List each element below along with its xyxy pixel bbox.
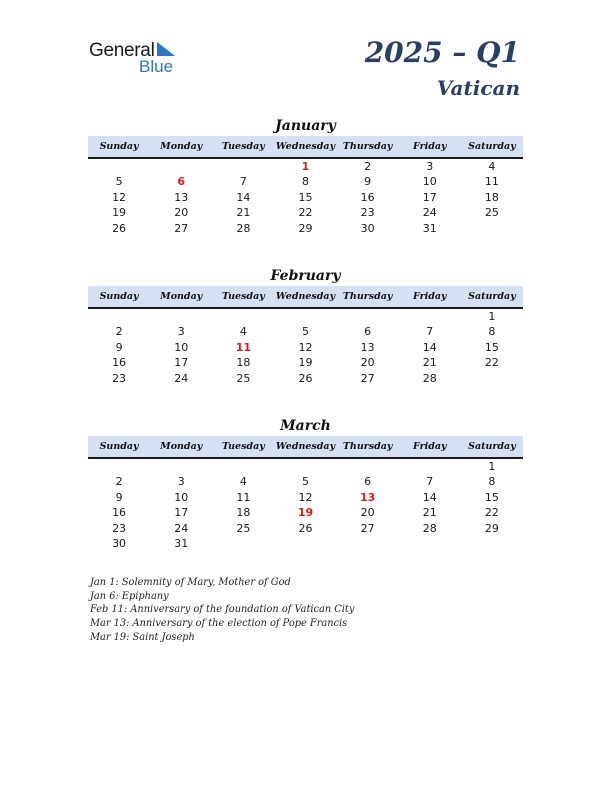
- weekday-header: Wednesday: [275, 441, 336, 452]
- day-cell: 15: [484, 340, 499, 354]
- day-cell: 29: [484, 521, 499, 535]
- day-cell: [337, 309, 399, 324]
- day-cell: 18: [236, 356, 251, 370]
- holiday-note: Feb 11: Anniversary of the foundation of Vatican City: [90, 604, 355, 616]
- day-cell: 14: [422, 490, 437, 504]
- holiday-note: Mar 13: Anniversary of the election of Pope Francis: [90, 618, 348, 630]
- day-cell: 9: [364, 175, 372, 189]
- day-cell: [461, 221, 523, 236]
- weekday-header: Thursday: [342, 291, 393, 302]
- day-cell: 3: [177, 475, 185, 489]
- day-cell: 7: [426, 325, 434, 339]
- day-cell: 30: [360, 221, 375, 235]
- day-cell: [212, 309, 274, 324]
- holiday-day-cell: 11: [235, 340, 251, 354]
- day-cell: [150, 309, 212, 324]
- day-cell: 10: [174, 490, 189, 504]
- day-cell: 9: [115, 490, 123, 504]
- day-cell: [150, 159, 212, 174]
- day-cell: 17: [174, 356, 189, 370]
- week-row: [88, 355, 523, 370]
- day-cell: 24: [422, 206, 437, 220]
- day-cell: 5: [301, 475, 309, 489]
- weekday-header: Sunday: [99, 291, 139, 302]
- weekday-header: Friday: [413, 291, 447, 302]
- day-cell: [88, 309, 150, 324]
- day-cell: 22: [484, 356, 499, 370]
- day-cell: 2: [115, 475, 123, 489]
- day-cell: [399, 309, 461, 324]
- day-cell: 25: [236, 521, 251, 535]
- day-cell: [461, 536, 523, 551]
- weekday-header: Sunday: [99, 441, 139, 452]
- day-cell: 17: [422, 190, 437, 204]
- day-cell: 23: [112, 521, 127, 535]
- day-cell: 27: [360, 371, 375, 385]
- weekday-header-row: [88, 136, 523, 159]
- holiday-day-cell: 1: [301, 160, 310, 173]
- day-cell: 13: [360, 340, 375, 354]
- day-cell: 26: [112, 221, 127, 235]
- weekday-header: Friday: [413, 441, 447, 452]
- week-row: [88, 205, 523, 220]
- weekday-header: Thursday: [342, 141, 393, 152]
- day-cell: 12: [298, 340, 313, 354]
- day-cell: 29: [298, 221, 313, 235]
- day-cell: 30: [112, 536, 127, 550]
- page-title: 2025 – Q1: [364, 36, 520, 69]
- day-cell: 1: [488, 460, 496, 473]
- week-row: [88, 459, 523, 474]
- weekday-header: Tuesday: [221, 291, 265, 302]
- day-cell: 8: [488, 475, 496, 489]
- day-cell: 31: [174, 536, 189, 550]
- day-cell: 10: [422, 175, 437, 189]
- day-cell: 11: [236, 490, 251, 504]
- day-cell: 16: [112, 356, 127, 370]
- day-cell: 18: [484, 190, 499, 204]
- week-row: [88, 159, 523, 174]
- logo-general-text: General: [89, 40, 155, 61]
- weekday-header: Thursday: [342, 441, 393, 452]
- day-cell: 26: [298, 521, 313, 535]
- day-cell: 21: [422, 356, 437, 370]
- day-cell: 20: [360, 506, 375, 520]
- day-cell: [212, 159, 274, 174]
- day-cell: 28: [422, 521, 437, 535]
- day-cell: 5: [301, 325, 309, 339]
- weekday-header: Friday: [413, 141, 447, 152]
- day-cell: 14: [422, 340, 437, 354]
- weekday-header: Monday: [160, 441, 203, 452]
- weekday-header: Monday: [160, 141, 203, 152]
- day-cell: 7: [239, 175, 247, 189]
- week-row: [88, 505, 523, 520]
- day-cell: [274, 459, 336, 474]
- day-cell: 23: [360, 206, 375, 220]
- day-cell: 5: [115, 175, 123, 189]
- day-cell: [212, 459, 274, 474]
- week-row: [88, 340, 523, 355]
- weekday-header: Monday: [160, 291, 203, 302]
- day-cell: 3: [177, 325, 185, 339]
- week-row: [88, 190, 523, 205]
- day-cell: [88, 459, 150, 474]
- week-row: [88, 324, 523, 339]
- day-cell: 27: [360, 521, 375, 535]
- weekday-header-row: [88, 286, 523, 309]
- month-february: [88, 266, 523, 386]
- holiday-day-cell: 6: [177, 175, 186, 189]
- week-row: [88, 371, 523, 386]
- day-cell: 23: [112, 371, 127, 385]
- month-name: February: [270, 268, 341, 284]
- day-cell: [399, 536, 461, 551]
- month-january: [88, 116, 523, 236]
- day-cell: 16: [360, 190, 375, 204]
- day-cell: 14: [236, 190, 251, 204]
- day-cell: 2: [115, 325, 123, 339]
- weekday-header: Wednesday: [275, 141, 336, 152]
- week-row: [88, 521, 523, 536]
- day-cell: [461, 371, 523, 386]
- day-cell: 4: [239, 475, 247, 489]
- day-cell: 1: [488, 310, 496, 323]
- day-cell: 18: [236, 506, 251, 520]
- day-cell: 16: [112, 506, 127, 520]
- day-cell: [150, 459, 212, 474]
- day-cell: 8: [488, 325, 496, 339]
- weekday-header: Saturday: [468, 141, 516, 152]
- day-cell: 12: [112, 190, 127, 204]
- week-row: [88, 309, 523, 324]
- day-cell: 26: [298, 371, 313, 385]
- day-cell: 25: [236, 371, 251, 385]
- day-cell: 22: [298, 206, 313, 220]
- day-cell: 22: [484, 506, 499, 520]
- day-cell: 19: [112, 206, 127, 220]
- day-cell: 21: [236, 206, 251, 220]
- day-cell: [274, 309, 336, 324]
- week-row: [88, 221, 523, 236]
- day-cell: 15: [484, 490, 499, 504]
- holiday-note: Mar 19: Saint Joseph: [90, 631, 195, 643]
- day-cell: 17: [174, 506, 189, 520]
- day-cell: 9: [115, 340, 123, 354]
- day-cell: [337, 459, 399, 474]
- day-cell: 27: [174, 221, 189, 235]
- day-cell: 24: [174, 371, 189, 385]
- week-row: [88, 536, 523, 551]
- day-cell: 15: [298, 190, 313, 204]
- day-cell: 8: [301, 175, 309, 189]
- day-cell: 25: [484, 206, 499, 220]
- day-cell: 31: [422, 221, 437, 235]
- day-cell: 21: [422, 506, 437, 520]
- day-cell: 28: [422, 371, 437, 385]
- weekday-header: Sunday: [99, 141, 139, 152]
- month-name: January: [275, 118, 336, 134]
- day-cell: 11: [484, 175, 499, 189]
- weekday-header: Tuesday: [221, 441, 265, 452]
- holiday-note: Jan 1: Solemnity of Mary, Mother of God: [90, 577, 291, 588]
- day-cell: [337, 536, 399, 551]
- holiday-day-cell: 13: [359, 490, 376, 504]
- day-cell: 19: [298, 356, 313, 370]
- day-cell: [274, 536, 336, 551]
- holiday-notes: [90, 576, 510, 645]
- logo: [89, 40, 189, 80]
- day-cell: 24: [174, 521, 189, 535]
- day-cell: 20: [360, 356, 375, 370]
- weekday-header: Saturday: [468, 291, 516, 302]
- country-name: Vatican: [436, 76, 520, 100]
- week-row: [88, 174, 523, 189]
- day-cell: 6: [364, 325, 372, 339]
- day-cell: 3: [426, 160, 434, 173]
- day-cell: 4: [239, 325, 247, 339]
- day-cell: [88, 159, 150, 174]
- month-name: March: [280, 418, 331, 434]
- weekday-header: Wednesday: [275, 291, 336, 302]
- day-cell: [212, 536, 274, 551]
- holiday-day-cell: 19: [297, 506, 314, 520]
- month-march: [88, 416, 523, 551]
- day-cell: 20: [174, 206, 189, 220]
- week-row: [88, 474, 523, 489]
- day-cell: 6: [364, 475, 372, 489]
- day-cell: 28: [236, 221, 251, 235]
- day-cell: [399, 459, 461, 474]
- day-cell: 10: [174, 340, 189, 354]
- day-cell: 2: [364, 160, 372, 173]
- weekday-header: Tuesday: [221, 141, 265, 152]
- day-cell: 12: [298, 490, 313, 504]
- day-cell: 13: [174, 190, 189, 204]
- day-cell: 7: [426, 475, 434, 489]
- weekday-header: Saturday: [468, 441, 516, 452]
- week-row: [88, 490, 523, 505]
- logo-flag-icon: [155, 42, 175, 58]
- holiday-note: Jan 6: Epiphany: [90, 590, 169, 602]
- day-cell: 4: [488, 160, 496, 173]
- weekday-header-row: [88, 436, 523, 459]
- logo-blue-text: Blue: [139, 57, 174, 76]
